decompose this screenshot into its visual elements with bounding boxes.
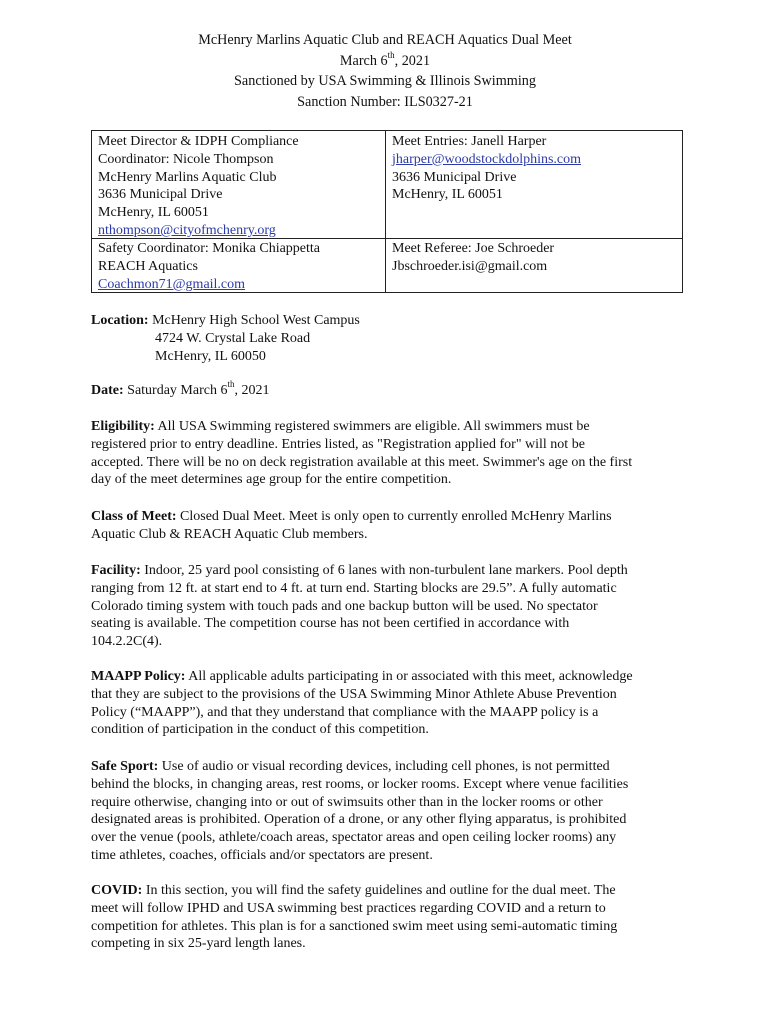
covid-label: COVID:	[91, 883, 143, 898]
class-of-meet-section: Class of Meet: Closed Dual Meet. Meet is only open to currently enrolled McHenry Marlins Aquatic Club & REACH Aquatic Club members.	[91, 509, 612, 542]
meet-director-cell: Meet Director & IDPH Compliance Coordinator: Nicole Thompson McHenry Marlins Aquatic Club 3636 Municipal Drive McHenry, IL 60051 nthompson@cityofmchenry.org	[98, 134, 299, 238]
class-of-meet-label: Class of Meet:	[91, 509, 177, 524]
maapp-section: MAAPP Policy: All applicable adults participating in or associated with this meet, acknowledge that they are subject to the provisions of the USA Swimming Minor Athlete Abuse Prevention Policy (“MAAPP”), and that they understand that compliance with the MAAPP policy is a condition of participation in the conduct of this competition.	[91, 669, 633, 738]
meet-entries-cell: Meet Entries: Janell Harper jharper@woodstockdolphins.com 3636 Municipal Drive McHenry, IL 60051	[392, 134, 582, 203]
document-header	[0, 30, 770, 112]
eligibility-label: Eligibility:	[91, 419, 155, 434]
safety-email-link[interactable]: Coachmon71@gmail.com	[98, 276, 246, 292]
date-label: Date:	[91, 383, 124, 398]
meet-title: McHenry Marlins Aquatic Club and REACH Aquatics Dual Meet	[198, 32, 572, 48]
maapp-label: MAAPP Policy:	[91, 669, 186, 684]
meet-referee-cell: Meet Referee: Joe Schroeder Jbschroeder.isi@gmail.com	[392, 241, 555, 274]
covid-section: COVID: In this section, you will find the safety guidelines and outline for the dual meet. The meet will follow IPHD and USA swimming best practices regarding COVID and a return to competition for athletes. This plan is for a sanctioned swim meet using semi-automatic timing competing in six 25-yard length lanes.	[91, 883, 618, 952]
location-line1: McHenry High School West Campus	[152, 313, 360, 328]
director-email-link[interactable]: nthompson@cityofmchenry.org	[98, 222, 276, 238]
date-section: Date: Saturday March 6th, 2021	[91, 379, 270, 398]
sanction-number: Sanction Number: ILS0327-21	[297, 93, 473, 110]
safe-sport-section: Safe Sport: Use of audio or visual recording devices, including cell phones, is not permitted behind the blocks, in changing areas, rest rooms, or locker rooms. Except where venue facilities require otherwise, changing into or out of swimsuits other than in the locker rooms or other designated areas is prohibited. Operation of a drone, or any other flying apparatus, is prohibited over the venue (pools, athlete/coach areas, spectator areas and open ceiling locker rooms) any time athletes, coaches, officials and/or spectators are present.	[91, 759, 629, 863]
location-section	[91, 312, 691, 330]
contacts-table	[91, 130, 683, 293]
safe-sport-label: Safe Sport:	[91, 759, 159, 774]
meet-date: March 6th, 2021	[339, 49, 431, 69]
safety-coordinator-cell: Safety Coordinator: Monika Chiappetta REACH Aquatics Coachmon71@gmail.com	[98, 241, 321, 292]
table-divider-vertical	[385, 131, 386, 292]
facility-section: Facility: Indoor, 25 yard pool consisting of 6 lanes with non-turbulent lane markers. Pool depth ranging from 12 ft. at start end to 4 ft. at turn end. Starting blocks are 29.5”. A fully automatic Colorado timing system with touch pads and one backup button will be used. No spectator seating is available. The competition course has not been certified in accordance with 104.2.2C(4).	[91, 563, 628, 650]
location-line3: McHenry, IL 60050	[155, 348, 266, 364]
sanction-line: Sanctioned by USA Swimming & Illinois Swimming	[234, 73, 536, 89]
eligibility-section: Eligibility: All USA Swimming registered swimmers are eligible. All swimmers must be registered prior to entry deadline. Entries listed, as "Registration applied for" will not be accepted. There will be no on deck registration available at this meet. Swimmer's age on the first day of the meet determines age group for the entire competition.	[91, 419, 633, 488]
facility-label: Facility:	[91, 563, 141, 578]
location-label: Location:	[91, 313, 149, 328]
entries-email-link[interactable]: jharper@woodstockdolphins.com	[392, 151, 582, 167]
location-line2: 4724 W. Crystal Lake Road	[155, 331, 311, 346]
